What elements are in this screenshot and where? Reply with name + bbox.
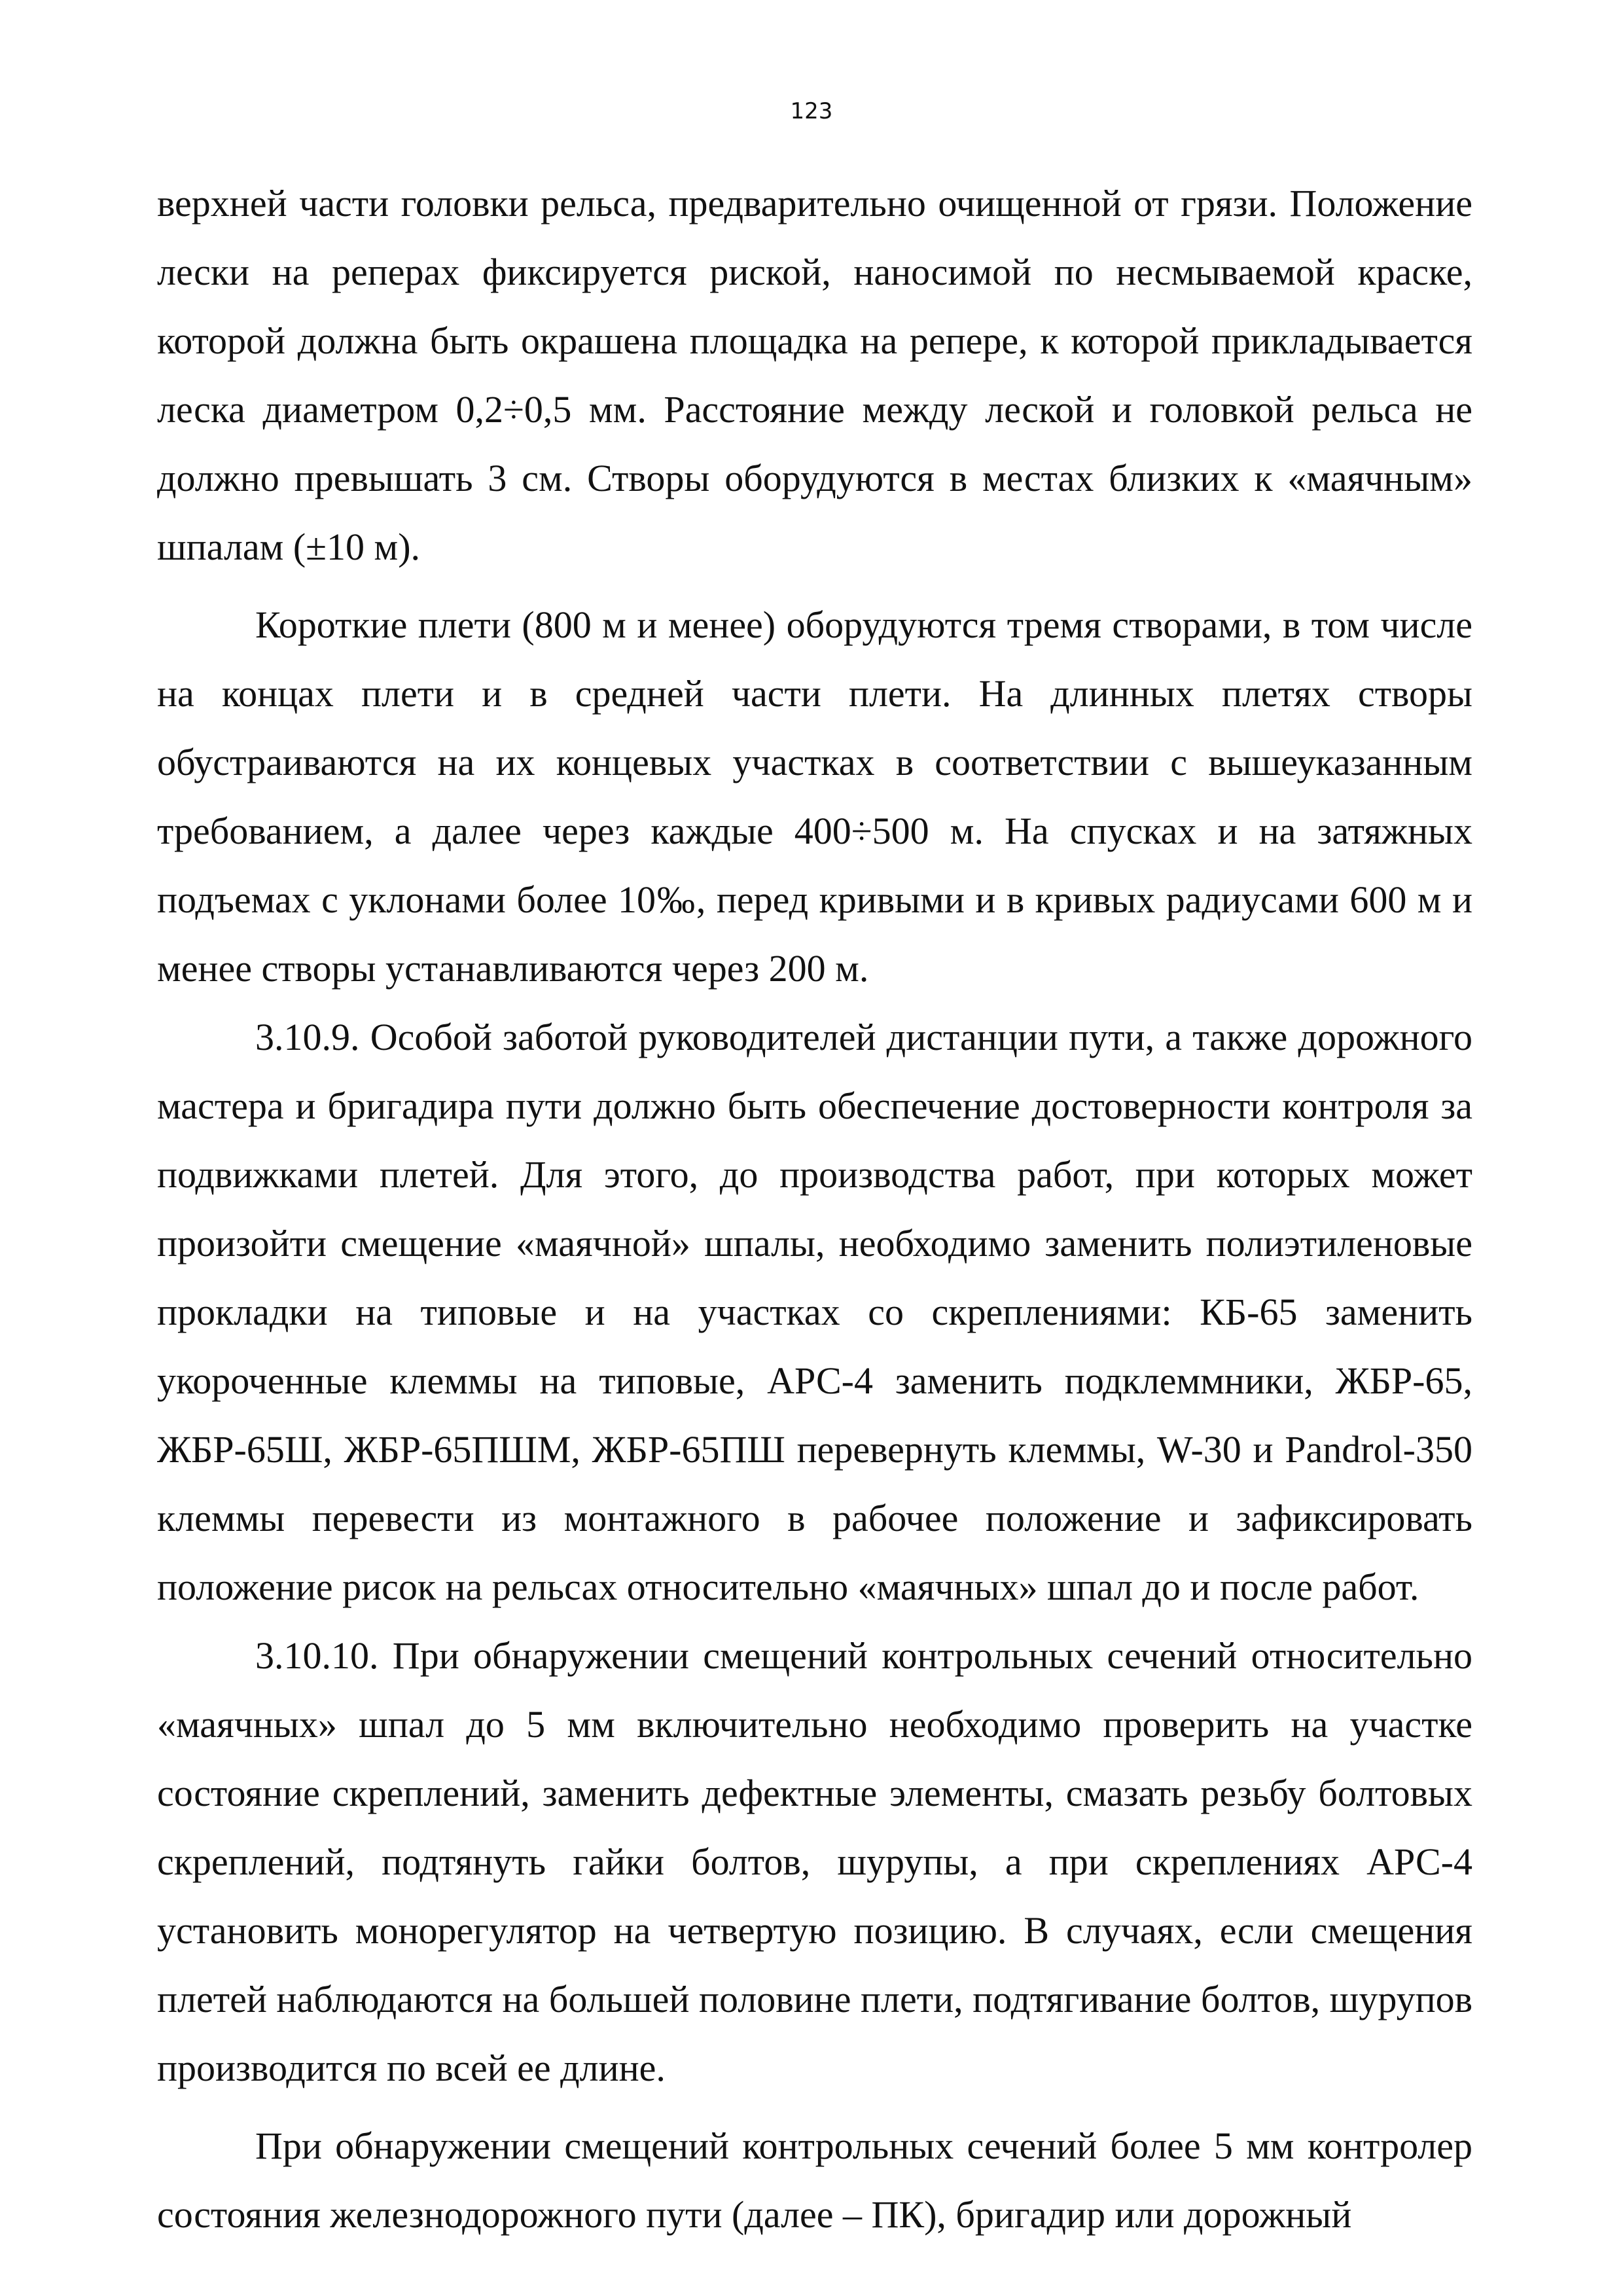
paragraph-3-10-10: 3.10.10. При обнаружении смещений контрольных сечений относительно «маячных» шпал до 5 мм включительно необходимо проверить на участке состояние скреплений, заменить дефектные элементы, смазать резьбу болтовых скреплений, подтянуть гайки болтов, шурупы, а при скреплениях АРС-4 установить монорегулятор на четвертую позицию. В случаях, если смещения плетей наблюдаются на большей половине плети, подтягивание болтов, шурупов производится по всей ее длине.	[157, 1634, 1472, 2089]
paragraph-over-5mm: При обнаружении смещений контрольных сечений более 5 мм контролер состояния железнодорожного пути (далее – ПК), бригадир или дорожный	[157, 2125, 1472, 2236]
paragraph-short-rails: Короткие плети (800 м и менее) оборудуются тремя створами, в том числе на концах плети и в средней части плети. На длинных плетях створы обустраиваются на их концевых участках в соответствии с вышеуказанным требованием, а далее через каждые 400÷500 м. На спусках и на затяжных подъемах с уклонами более 10‰, перед кривыми и в кривых радиусами 600 м и менее створы устанавливаются через 200 м.	[157, 603, 1472, 990]
paragraph-3-10-9: 3.10.9. Особой заботой руководителей дистанции пути, а также дорожного мастера и бригадира пути должно быть обеспечение достоверности контроля за подвижками плетей. Для этого, до производства работ, при которых может произойти смещение «маячной» шпалы, необходимо заменить полиэтиленовые прокладки на типовые и на участках со скреплениями: КБ-65 заменить укороченные клеммы на типовые, АРС-4 заменить подклеммники, ЖБР-65, ЖБР-65Ш, ЖБР-65ПШМ, ЖБР-65ПШ перевернуть клеммы, W-30 и Pandrol-350 клеммы перевести из монтажного в рабочее положение и зафиксировать положение рисок на рельсах относительно «маячных» шпал до и после работ.	[157, 1016, 1472, 1608]
page-number: 123	[790, 98, 833, 124]
body-text	[157, 169, 1472, 2249]
paragraph-continuation: верхней части головки рельса, предварительно очищенной от грязи. Положение лески на реперах фиксируется риской, наносимой по несмываемой краске, которой должна быть окрашена площадка на репере, к которой прикладывается леска диаметром 0,2÷0,5 мм. Расстояние между леской и головкой рельса не должно превышать 3 см. Створы оборудуются в местах близких к «маячным» шпалам (±10 м).	[157, 182, 1472, 568]
